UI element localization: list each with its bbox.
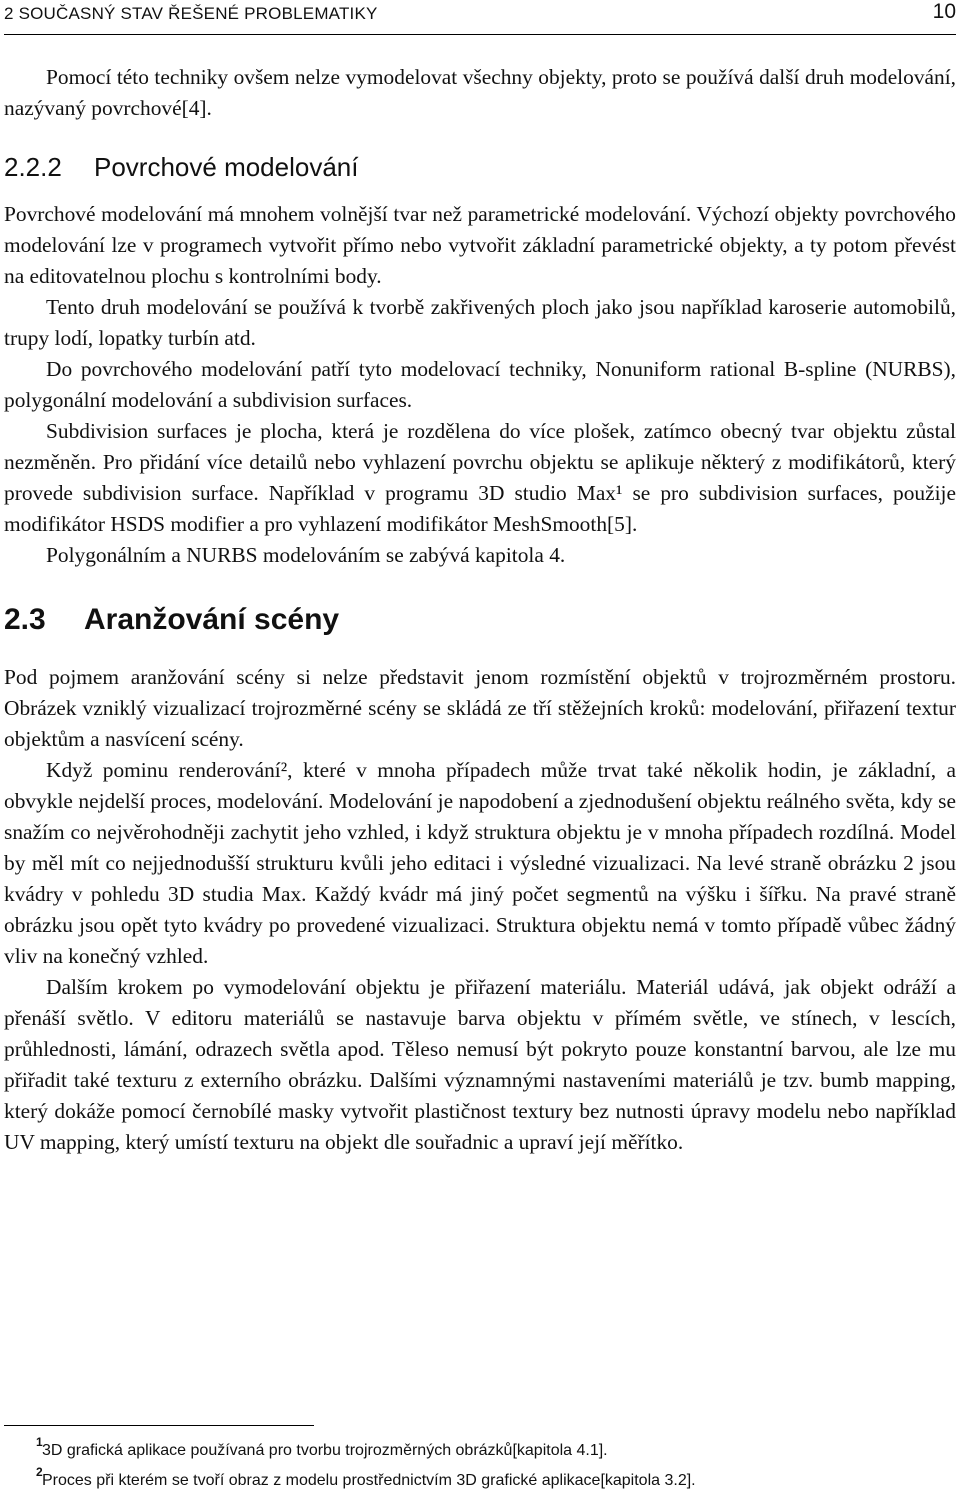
- footnote-text: Proces při kterém se tvoří obraz z modelu prostřednictvím 3D grafické aplikace[kapitola 3.2].: [42, 1472, 696, 1489]
- footnote-divider: [4, 1425, 314, 1426]
- footnote-mark: 2: [36, 1465, 43, 1479]
- chapter-title: 2 SOUČASNÝ STAV ŘEŠENÉ PROBLEMATIKY: [4, 4, 378, 23]
- footnote: [4, 1466, 956, 1496]
- running-header: [4, 0, 956, 35]
- section-title: Povrchové modelování: [94, 152, 359, 182]
- intro-paragraph: Pomocí této techniky ovšem nelze vymodelovat všechny objekty, proto se používá další druh modelování, nazývaný povrchové[4].: [4, 65, 956, 120]
- paragraph: Pod pojmem aranžování scény si nelze představit jenom rozmístění objektů v trojrozměrném prostoru. Obrázek vzniklý vizualizací trojrozměrné scény se skládá ze tří stěžejních kroků: modelování, přiřazení textur objektům a nasvícení scény.: [4, 665, 956, 751]
- paragraph: Dalším krokem po vymodelování objektu je přiřazení materiálu. Materiál udává, jak objekt odráží a přenáší světlo. V editoru materiálů se nastavuje barva objektu v přímém světle, ve stínech, v lescích, průhlednosti, lámání, odrazech světla apod. Těleso nemusí být pokryto pouze konstantní barvou, ale lze mu přiřadit také texturu z externího obrázku. Dalšími významnými nastaveními materiálů je tzv. bumb mapping, který dokáže pomocí černobílé masky vytvořit plastičnost textury bez nutnosti úpravy modelu nebo například UV mapping, který umístí texturu na objekt dle souřadnic a upraví její měřítko.: [4, 975, 956, 1154]
- page-number: 10: [932, 0, 956, 23]
- section-number: 2.2.2: [4, 152, 62, 182]
- paragraph: Do povrchového modelování patří tyto modelovací techniky, Nonuniform rational B-spline (NURBS), polygonální modelování a subdivision surfaces.: [4, 357, 956, 412]
- paragraph: Tento druh modelování se používá k tvorbě zakřivených ploch jako jsou například karoserie automobilů, trupy lodí, lopatky turbín atd.: [4, 295, 956, 350]
- footnote-text: 3D grafická aplikace používaná pro tvorbu trojrozměrných obrázků[kapitola 4.1].: [42, 1442, 608, 1459]
- paragraph: Polygonálním a NURBS modelováním se zabývá kapitola 4.: [46, 543, 566, 567]
- section-number: 2.3: [4, 603, 46, 636]
- body-text: [4, 62, 956, 1158]
- section-heading-2-2-2: [4, 151, 956, 183]
- paragraph: Povrchové modelování má mnohem volnější tvar než parametrické modelování. Výchozí objekty povrchového modelování lze v programech vytvořit přímo nebo vytvořit základní parametrické objekty, a ty potom převést na editovatelnou plochu s kontrolními body.: [4, 202, 956, 288]
- footnote: [4, 1436, 956, 1466]
- footnotes: [4, 1436, 956, 1496]
- section-title: Aranžování scény: [84, 603, 340, 636]
- paragraph: Subdivision surfaces je plocha, která je rozdělena do více plošek, zatímco obecný tvar objektu zůstal nezměněn. Pro přidání více detailů nebo vyhlazení povrchu objektu se aplikuje některý z modifikátorů, který provede subdivision surface. Například v programu 3D studio Max¹ se pro subdivision surfaces, použije modifikátor HSDS modifier a pro vyhlazení modifikátor MeshSmooth[5].: [4, 419, 956, 536]
- paragraph: Když pominu renderování², které v mnoha případech může trvat také několik hodin, je základní, a obvykle nejdelší proces, modelování. Modelování je napodobení a zjednodušení objektu reálného světa, kdy se snažím co nejvěrohodněji zachytit jeho vzhled, i když struktura objektu je v mnoha případech rozdílná. Model by měl mít co nejjednodušší strukturu kvůli jeho editaci i výsledné vizualizaci. Na levé straně obrázku 2 jsou kvádry v pohledu 3D studia Max. Každý kvádr má jiný počet segmentů na výšku i šířku. Na pravé straně obrázku jsou opět tyto kvádry po provedené vizualizaci. Struktura objektu nemá v tomto případě vůbec žádný vliv na konečný vzhled.: [4, 758, 956, 968]
- section-heading-2-3: [4, 602, 956, 638]
- footnote-mark: 1: [36, 1435, 43, 1449]
